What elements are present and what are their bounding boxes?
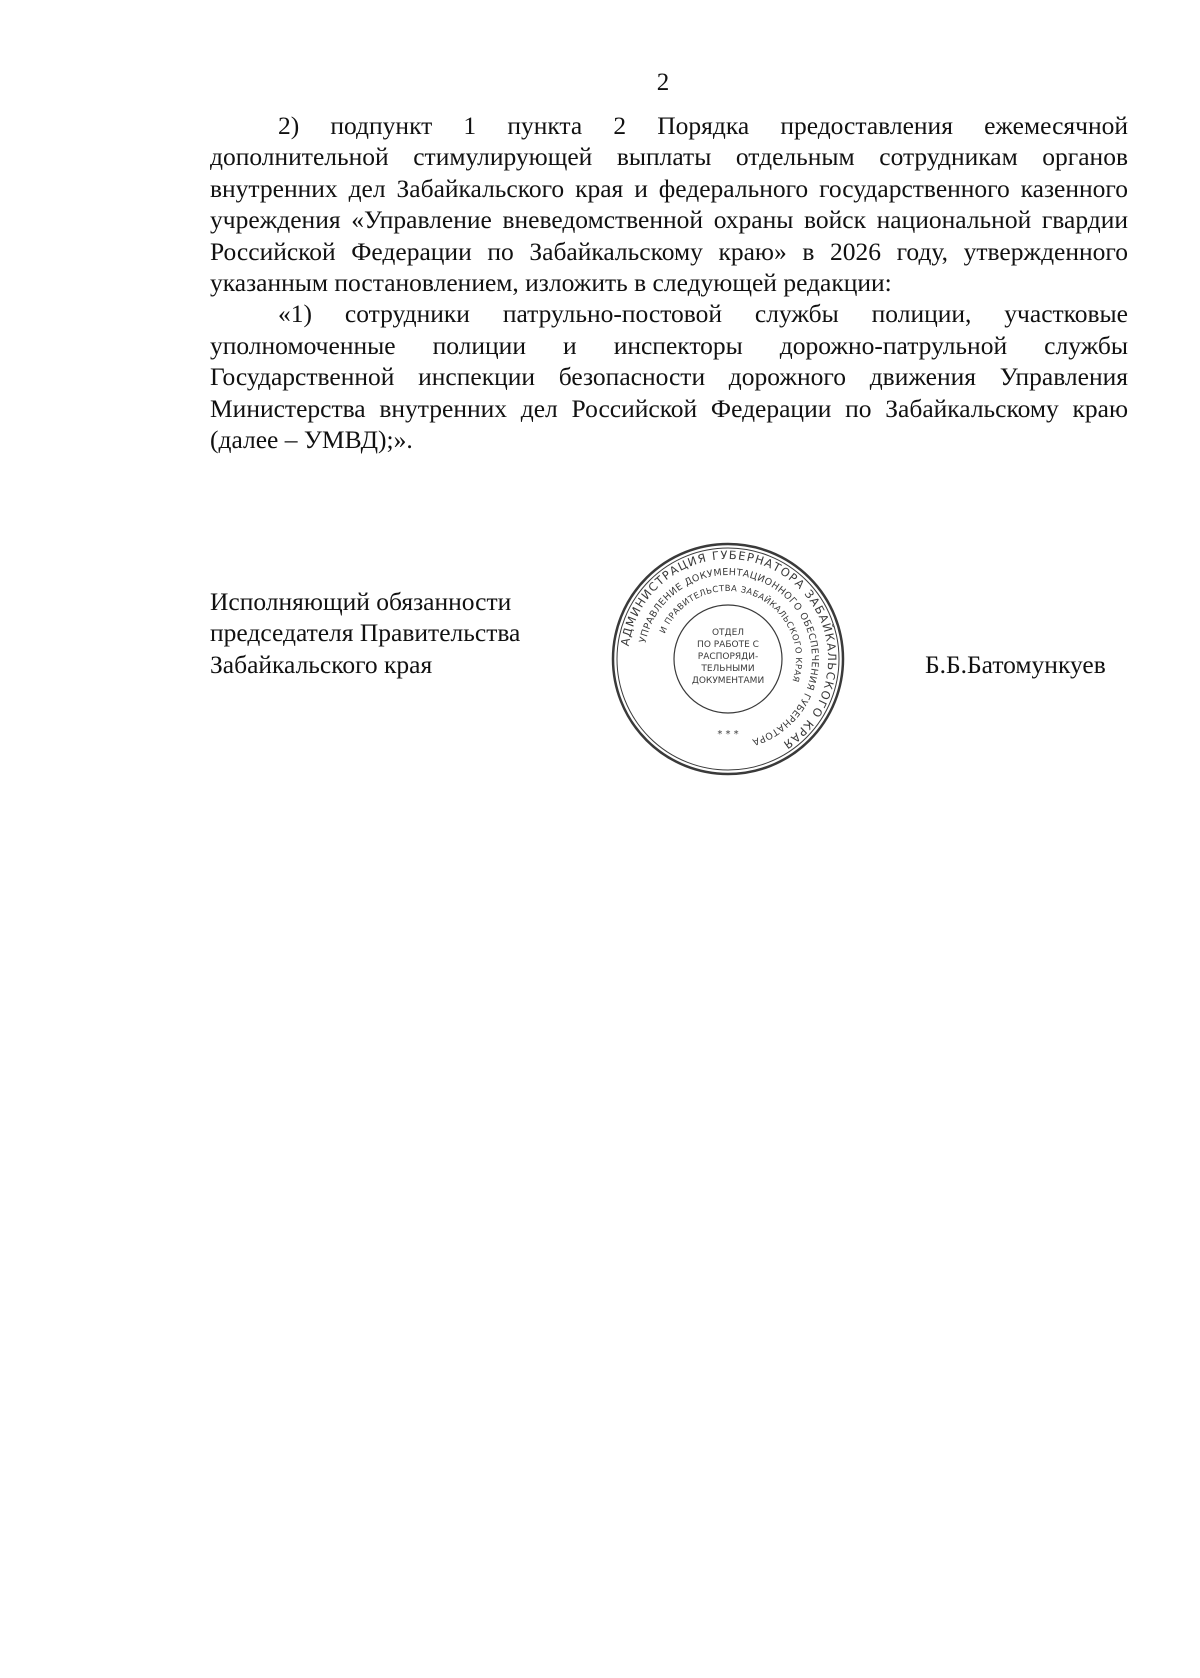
paragraph-new-wording: «1) сотрудники патрульно-постовой службы полиции, участковые уполномоченные полиции и инспекторы дорожно-патрульной службы Государственной инспекции безопасности дорожного движения Управления Министерства внутренних дел Российской Федерации по Забайкальскому краю (далее – УМВД);». <box>210 299 1128 455</box>
seal-center-line: ОТДЕЛ <box>711 628 745 638</box>
signature-position-line: Исполняющий обязанности <box>210 587 512 616</box>
seal-center-line: ДОКУМЕНТАМИ <box>691 676 765 686</box>
seal-middle-ring-text: УПРАВЛЕНИЕ ДОКУМЕНТАЦИОННОГО ОБЕСПЕЧЕНИЯ ГУБЕРНАТОРА <box>637 566 821 748</box>
seal-inner-ring-text: И ПРАВИТЕЛЬСТВА ЗАБАЙКАЛЬСКОГО КРАЯ <box>658 583 804 684</box>
page-number: 2 <box>656 69 670 96</box>
seal-center-line: ТЕЛЬНЫМИ <box>701 664 755 674</box>
paragraph-amendment-2: 2) подпункт 1 пункта 2 Порядка предоставления ежемесячной дополнительной стимулирующей выплаты отдельным сотрудникам органов внутренних дел Забайкальского края и федерального государственного казенного учреждения «Управление вневедомственной охраны войск национальной гвардии Российской Федерации по Забайкальскому краю» в 2026 году, утвержденного указанным постановлением, изложить в следующей редакции: <box>210 111 1128 298</box>
signature-position <box>210 586 590 680</box>
seal-center-line: РАСПОРЯДИ- <box>697 652 759 662</box>
signature-position-line: Забайкальского края <box>210 649 433 679</box>
seal-center-line: ПО РАБОТЕ С <box>697 640 759 650</box>
seal-outer-ring-text: АДМИНИСТРАЦИЯ ГУБЕРНАТОРА ЗАБАЙКАЛЬСКОГО КРАЯ <box>617 547 840 753</box>
document-body <box>210 110 1128 455</box>
official-seal <box>610 541 846 777</box>
seal-stars: * * * <box>717 729 739 740</box>
signer-name: Б.Б.Батомункуев <box>925 650 1106 679</box>
signature-position-line: председателя Правительства <box>210 618 521 648</box>
